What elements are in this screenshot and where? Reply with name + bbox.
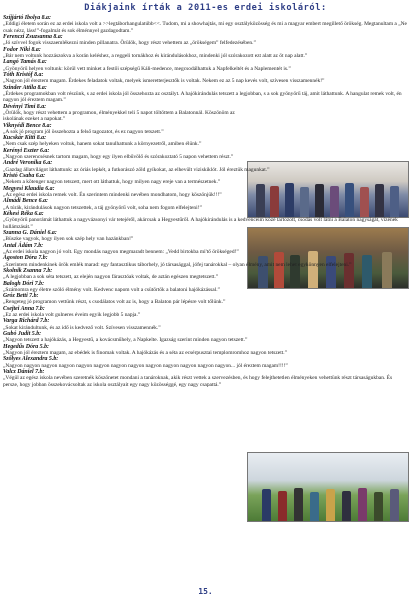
quote-entry <box>3 293 407 306</box>
quote-entry <box>3 356 407 369</box>
quote-entry <box>3 306 407 319</box>
quote-entry <box>3 318 407 331</box>
student-quote: „Nagyon tetszett a hajókázás, a Hegyestű, a kovácsműhely, a Napkelte. Igazság szerint minden nagyon tetszett.” <box>3 337 248 344</box>
quote-entry <box>3 331 407 344</box>
quote-entry <box>3 47 407 60</box>
quote-entry <box>3 72 407 85</box>
quote-entry <box>3 15 407 34</box>
student-name: Balogh Dóri 7.b: <box>3 280 45 287</box>
student-quote: „Eddigi életem során ez az erdei iskola volt a >>legtáborhangulatúbb<<. Tudom, mi a showhajtás, mi egy osztályközösség és mi a magyar embert megillető örökség. Megtanultam a „Ne csak nézz, láss!”-fogalmát és sok élménnyel gazdagodtam.” <box>3 21 407 34</box>
student-name: Dévényi Timi 8.a: <box>3 103 47 110</box>
student-name: Valcz Dániel 7.b: <box>3 369 45 376</box>
student-quote: „Nem csak szép helyeken voltuk, hanem sokat tanulhattunk a környezetről, amiben élünk.” <box>3 141 202 148</box>
student-quote: „Gyönyörű helyen voltunk: körül vett minket a festői szépségű Káli-medence, megcsodálhattuk a Napfelkeltét és a Naplementét is.” <box>3 65 291 72</box>
student-quote: „A legjobban a sok séta tetszett, az elején nagyon fárasztóak voltak, de aztán egészen megtetszett.” <box>3 274 219 281</box>
student-quote: „Nagyon jól éreztem magam. Érdekes feladatok voltak, melyek ismeretterjesztők is voltak. Nekem ez az 5 nap kevés volt, szívesen visszamennék!” <box>3 78 325 85</box>
student-name: André Veronika 6.a: <box>3 160 53 167</box>
student-quote: „Bár nem voltunk hozzászokva a korán keléshez, a reggeli tornákhoz és kirándulásokhoz, mindenki jól szórakozott ezt alatt az öt nap alatt.” <box>3 52 308 59</box>
student-quote: „Jó szívvel fogok visszaemlékezni minden pillanatra. Örülök, hogy részt vehettem az „örökségem” felfedezésében.” <box>3 40 256 47</box>
student-quote: „Az erdei iskola nagyon jó volt. Egy mondás nagyon megmaradt bennem: „Vedd birtokba mi'tő örökséged!” <box>3 248 239 255</box>
student-name: Ágoston Dóra 7.b: <box>3 255 48 262</box>
quote-entry <box>3 186 407 199</box>
quote-entry <box>3 211 407 230</box>
student-quote: „Nagyon szerencsésnek tartom magam, hogy egy ilyen elbűvölő és szórakoztató 5 napon vehettem részt.” <box>3 154 234 161</box>
student-quote: „A túrák, kirándulások nagyon tetszettek, a táj gyönyörű volt, soha nem fogom elfelejteni!” <box>3 204 202 211</box>
student-name: Szinder Attila 8.a: <box>3 84 47 91</box>
quote-entry <box>3 268 407 281</box>
page-title: Diákjaink írták a 2011-es erdei iskoláról: <box>84 3 327 13</box>
student-name: Ferenczi Zsuzsanna 8.a: <box>3 33 63 40</box>
student-name: Viknyédi Bence 8.a: <box>3 122 52 129</box>
student-name: Kucskár Kitti 8.a: <box>3 135 47 142</box>
quote-entry <box>3 59 407 72</box>
student-quote: „Az egész erdei iskola remek volt. Én szerintem mindenki nevében mondhatom, hogy köszönjük!!!” <box>3 192 222 199</box>
quote-entry <box>3 344 407 357</box>
quote-entry <box>3 104 407 123</box>
quote-entry <box>3 160 407 173</box>
student-quote: „Gyönyörű panorámát láthattuk a nagyvázsonyi vár tetejéről, akárcsak a Hegyestűről. A hajókirándulás is a kedvenceim közé tartozott, csodás volt látni a Balaton nagyságát, vízének hullámzását.” <box>3 217 398 230</box>
student-quote: „Rengeteg jó programon vettünk részt, s csodálatos volt az is, hogy a Balaton pár lépésre volt tőlünk.” <box>3 299 226 306</box>
student-name: Megyesi Klaudia 6.a: <box>3 185 55 192</box>
student-name: Hegedűs Dóra 5.b: <box>3 343 49 350</box>
student-name: Tóth Kristóf 8.a: <box>3 71 44 78</box>
student-quote: „Ez az erdei iskola volt gulneres éveim egyik legjobb 5 napja.” <box>3 312 141 319</box>
student-name: Varga Richárd 7.b: <box>3 318 50 325</box>
quote-entry <box>3 369 407 388</box>
quote-entry <box>3 281 407 294</box>
quote-entry <box>3 123 407 136</box>
student-quote: „A sok jó program jól összehozta a felső tagozatot, és ez nagyon tetszett.” <box>3 128 164 135</box>
student-name: Gubó Judit 5.b: <box>3 331 42 338</box>
student-name: Szíjjártó Ibolya 8.a: <box>3 15 51 21</box>
student-name: Skolnik Zsanna 7.b: <box>3 267 53 274</box>
student-name: Csejtei Anna 7.b: <box>3 305 45 312</box>
student-name: Fodor Niki 8.a: <box>3 46 41 53</box>
quote-entry <box>3 135 407 148</box>
student-quote: „Sokat kirándultunk, és az idő is kedvező volt. Szívesen visszamennék.” <box>3 324 161 331</box>
student-name: Langó Tamás 8.a: <box>3 59 47 66</box>
quote-entry <box>3 34 407 47</box>
page-number: 15. <box>198 587 213 596</box>
student-quote: „Büszke vagyok, hogy ilyen sok szép hely van hazánkban!” <box>3 236 134 243</box>
quote-entry <box>3 148 407 161</box>
student-name: Almádi Bence 6.a: <box>3 198 48 205</box>
student-quote: „Nagyon nagyon nagyon nagyon nagyon nagyon nagyon nagyon nagyon nagyon nagyon nagyon nagyon... jól éreztem magam!!!!” <box>3 362 288 369</box>
student-quote: „Végül az egész iskola nevében szeretnék köszönetet mondani a tanároknak, akik részt vettek a szervezésben, és hogy felejthetetlen élményeken vehettünk részt társaságukban. És persze, hogy jobban összekovácsoltak az iskola osztályait egy nagy közösséggé, egy nagy csapattá.” <box>3 375 393 388</box>
student-name: Szőlyes Alexandra 5.b: <box>3 356 59 363</box>
student-name: Kristó Csaba 6.a: <box>3 173 46 180</box>
student-name: Kékesi Réka 6.a: <box>3 211 44 217</box>
student-quote: „Szerintem mindenkinek örök emlék marad: egy fantasztikus táborhely, jó társasággal, jófej tanárokkal – olyan élmény, amit nem lehet egykönnyen elfelejteni.” <box>3 261 352 268</box>
quote-entry <box>3 198 407 211</box>
student-quotes <box>3 15 407 388</box>
student-quote: „Örülök, hogy részt vehettem a programon, élményekkel teli 5 napot töltöttem a Balatonnál. Köszönöm az iskolának ezeket a napokat.” <box>3 109 235 123</box>
student-quote: „Gazdag állatvilágot láthattunk: az óriás lepkét, a futkorászó zöld gyíkokat, az elhevült viziskiklót. Jól éreztük magunkat.” <box>3 166 270 173</box>
student-quote: „Számomra egy életre szóló élmény volt. Kedvenc napom volt a csütörtök a balatoni hajókázással.” <box>3 286 220 293</box>
quote-entry <box>3 255 407 268</box>
quote-entry <box>3 85 407 104</box>
student-name: Kerényi Eszter 6.a: <box>3 147 50 154</box>
student-name: Gróz Betti 7.b: <box>3 293 39 300</box>
student-quote: „Érdekes programokban volt részünk, s az erdei iskola jól összehozta az osztályt. A hajókirándulás tetszett a legjobban, s a sok gyönyörű táj, amit láthattunk. A hangulat remek volt, én nagyon jól éreztem magam.” <box>3 90 402 104</box>
quote-entry <box>3 243 407 256</box>
student-name: Szanna G. Dániel 6.a: <box>3 229 57 236</box>
group-photo-outdoor <box>247 452 409 522</box>
student-name: Antal Ádám 7.b: <box>3 242 44 249</box>
quote-entry <box>3 173 407 186</box>
student-quote: „Nekem a kötenger nagyon tetszett, mert ott láthattuk, hogy milyen nagy ereje van a természetnek.” <box>3 179 221 186</box>
quote-entry <box>3 230 407 243</box>
student-quote: „Nagyon jól éreztem magam, az ebédek is finomak voltak. A hajókázás és a séta az ecsérpusztai templomromhoz nagyon tetszett.” <box>3 350 288 357</box>
